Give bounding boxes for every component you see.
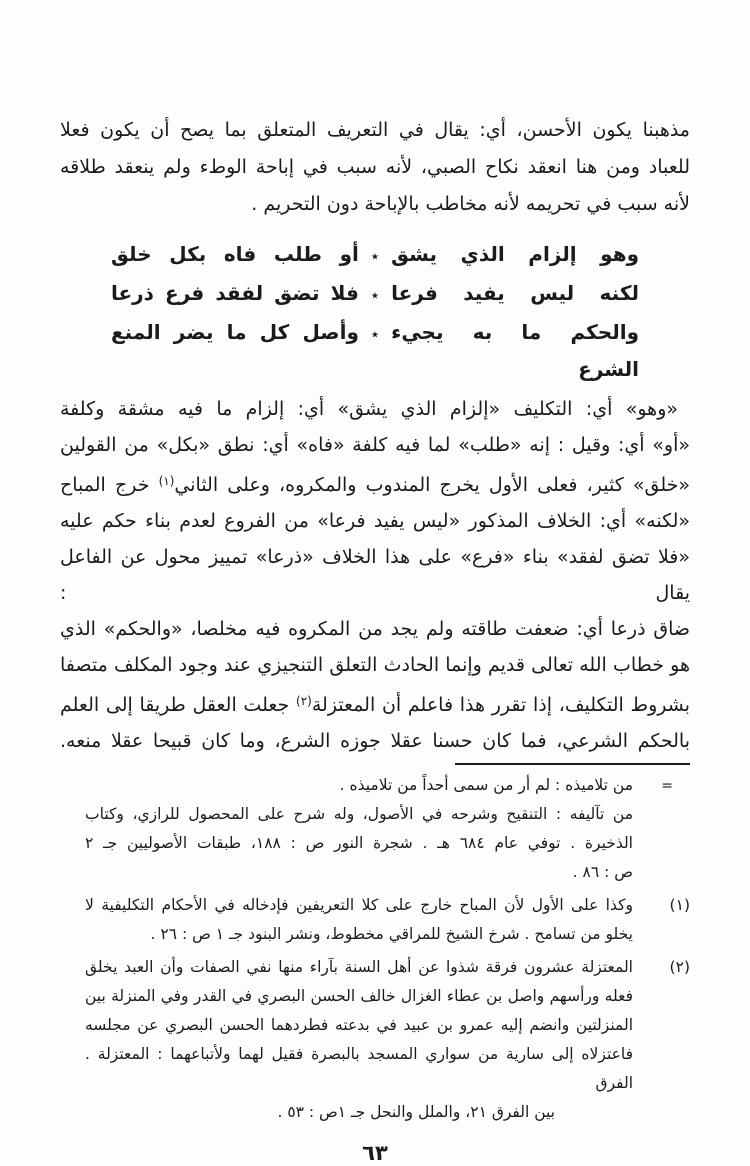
text-segment: جعلت العقل طريقا إلى العلم (60, 694, 290, 716)
text-line: للعباد ومن هنا انعقد نكاح الصبي، لأنه سبب في إباحة الوطء ولم ينعقد طلاقه (60, 156, 690, 178)
verse-line (111, 314, 639, 388)
paragraph-intro (60, 112, 690, 223)
text-line: «لكنه» أي: الخلاف المذكور «ليس يفيد فرعا» من الفروع لعدم بناء حكم عليه (60, 510, 690, 532)
footnote-line: من تلاميذه : لم أر من سمى أحداً من تلاميذه . (339, 776, 633, 794)
text-line: مذهبنا يكون الأحسن، أي: يقال في التعريف المتعلق بما يصح أن يكون فعلا (60, 119, 690, 141)
text-segment: خرج المباح (60, 474, 150, 496)
text-line (60, 683, 690, 723)
text-line: هو خطاب الله تعالى قديم وإنما الحادث التعلق التنجيزي عند وجود المكلف متصفا (60, 654, 690, 676)
footnote-line: يخلو من تسامح . شرخ الشيخ للمراقي مخطوط، ونشر البنود جـ ١ ص : ٢٦ . (150, 925, 633, 943)
footnote-reference-1: (١) (158, 474, 175, 488)
footnote-item-2 (85, 953, 690, 1127)
hemistich-separator-star: ٭ (370, 247, 380, 265)
page-number: ٦٣ (362, 1141, 388, 1165)
footnote-item-1 (85, 891, 690, 949)
verse-hemistich-right: لكنه ليس يفيد فرعا (391, 281, 639, 305)
footnote-line: المعتزلة عشرون فرقة شذوا عن أهل السنة بآراء منها نفي الصفات وأن العبد يخلق (85, 958, 633, 976)
footnote-line: الذخيرة . توفي عام ٦٨٤ هـ . شجرة النور ص : ١٨٨، طبقات الأصوليين جـ ٢ (85, 834, 633, 852)
footnote-continuation-block (85, 771, 673, 887)
text-line: لأنه سبب في تحريمه لأنه مخاطب بالإباحة دون التحريم . (251, 193, 690, 215)
verse-hemistich-right: وهو إلزام الذي يشق (391, 242, 639, 266)
footnote-number-1: (١) (669, 896, 690, 914)
text-line: بالحكم الشرعي، فما كان حسنا عقلا جوزه الشرع، وما كان قبيحا عقلا منعه. (60, 730, 690, 752)
footnote-line: ص : ٨٦ . (572, 863, 633, 881)
footnote-line: بين الفرق ٢١، والملل والنحل جـ ١ص : ٥٣ . (277, 1103, 555, 1121)
verse-line (111, 275, 639, 314)
text-line: «وهو» أي: التكليف «إلزام الذي يشق» أي: إلزام ما فيه مشقة وكلفة (60, 398, 678, 420)
footnote-line: وكذا على الأول لأن المباح خارج على كلا التعريفين فإدخاله في الأحكام التكليفية لا (85, 896, 633, 914)
footnote-reference-2: (٢) (296, 694, 312, 708)
text-line (60, 463, 690, 503)
text-segment: بشروط التكليف، إذا تقرر هذا فاعلم أن المعتزلة (311, 694, 691, 716)
verse-hemistich-right: والحكم ما به يجيء الشرع (391, 320, 639, 381)
text-line: ضاق ذرعا أي: ضعفت طاقته ولم يجد من المكروه فيه مخلصا، «والحكم» الذي (60, 618, 690, 640)
footnotes-section (85, 771, 690, 1127)
verse-hemistich-left: فلا تضق لفقد فرع ذرعا (111, 281, 359, 305)
footnote-line: فاعتزلاه إلى سارية من سواري المسجد بالبصرة فقيل لهما ولأتباعهما : المعتزلة . الفرق (85, 1045, 633, 1092)
text-line: «فلا تضق لفقد» بناء «فرع» على هذا الخلاف «ذرعا» تمييز محول عن الفاعل يقال : (60, 546, 690, 604)
text-line: «أو» أي: وقيل : إنه «طلب» لما فيه كلفة «فاه» أي: نطق «بكل» من القولين (60, 434, 690, 456)
footnote-line: من تآليفه : التنقيح وشرحه في الأصول، وله شرح على المحصول للرازي، وكتاب (85, 805, 633, 823)
verse-hemistich-left: أو طلب فاه بكل خلق (111, 242, 359, 266)
verse-line (111, 236, 639, 275)
poem-verse (111, 236, 639, 388)
footnote-line: المنزلتين وانضم إليه عمرو بن عبيد في بدعته فطردهما الحسن البصري عن مجلسه (85, 1016, 633, 1034)
footnote-separator-rule (455, 763, 690, 765)
continuation-marker: = (661, 778, 673, 794)
text-segment: «خلق» كثير، فعلى الأول يخرج المندوب والمكروه، وعلى الثاني (174, 474, 690, 496)
paragraph-commentary (60, 391, 690, 759)
footnote-number-2: (٢) (669, 958, 690, 976)
verse-hemistich-left: وأصل كل ما يضر المنع (111, 320, 359, 344)
footnote-line: فعله ورأسهم واصل بن عطاء الغزال خالف الحسن البصري في القدر وفي المنزلة بين (85, 987, 633, 1005)
hemistich-separator-star: ٭ (370, 286, 380, 304)
hemistich-separator-star: ٭ (370, 325, 380, 343)
